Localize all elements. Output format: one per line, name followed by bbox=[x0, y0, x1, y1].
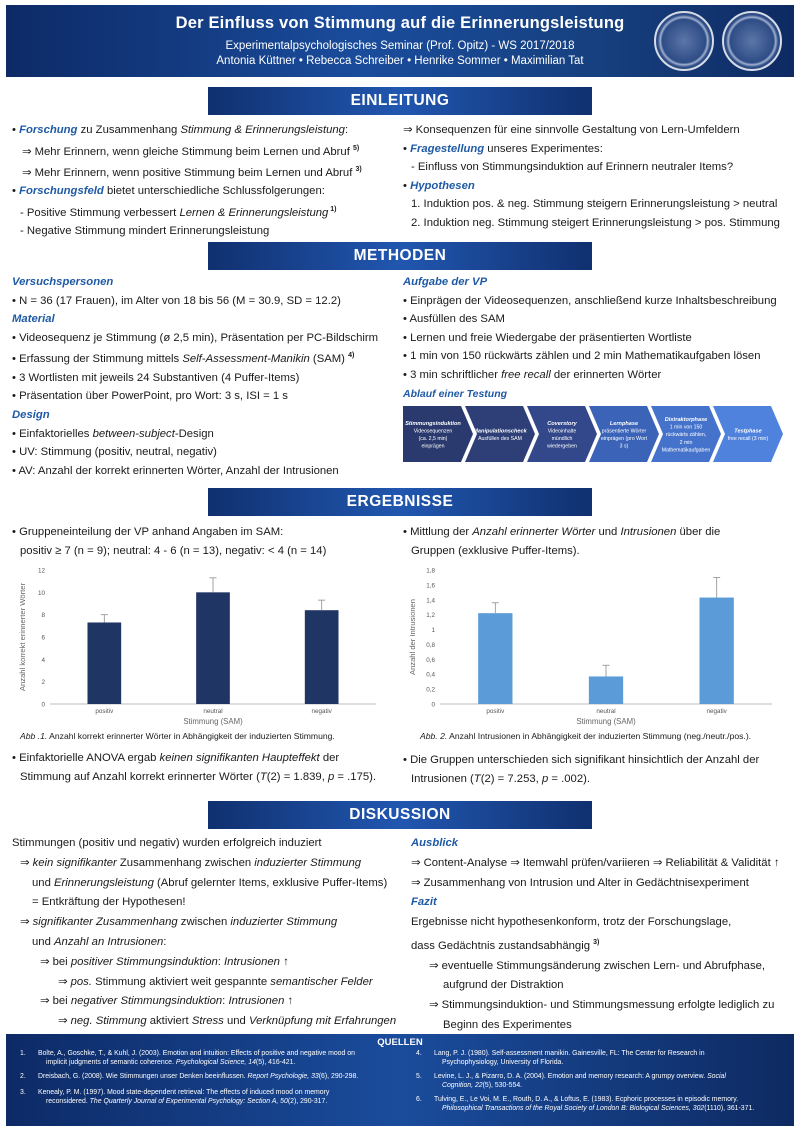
text-line: • Ausfüllen des SAM bbox=[403, 313, 505, 326]
flow-step-title: Stimmungsinduktion bbox=[405, 420, 461, 427]
text-line: • Einfaktorielle ANOVA ergab keinen signifikanten Haupteffekt der bbox=[12, 752, 340, 764]
x-axis-label: Stimmung (SAM) bbox=[576, 717, 636, 726]
bar-negativ bbox=[305, 610, 339, 704]
text-line: 1. Induktion pos. & neg. Stimmung steigern Erinnerungsleistung > neutral bbox=[411, 198, 778, 211]
y-tick-label: 12 bbox=[37, 567, 45, 575]
x-tick-label: positiv bbox=[95, 708, 114, 715]
y-tick-label: 1,2 bbox=[426, 612, 435, 620]
flow-step-text: wiedergeben bbox=[547, 443, 577, 450]
procedure-flow-diagram bbox=[403, 406, 783, 462]
x-tick-label: negativ bbox=[706, 708, 727, 715]
y-axis-label: Anzahl der Intrusionen bbox=[408, 599, 417, 675]
text-line: Ergebnisse nicht hypothesenkonform, trotz der Forschungslage, bbox=[411, 916, 732, 929]
y-tick-label: 2 bbox=[41, 679, 45, 687]
methoden-right bbox=[403, 273, 791, 403]
reference-item: 1. Bolte, A., Goschke, T., & Kuhl, J. (2003). Emotion and intuition: Effects of positive and negative mood on implicit judgments of semantic coherence. Psychological Science, 14(5), 416-421. bbox=[20, 1050, 355, 1066]
text-line: • Mittlung der Anzahl erinnerter Wörter und Intrusionen über die bbox=[403, 526, 721, 538]
reference-item: 4. Lang, P. J. (1980). Self-assessment manikin. Gainesville, FL: The Center for Research in Psychophysiology, University of Florida. bbox=[416, 1050, 705, 1066]
reference-item: 2. Dreisbach, G. (2008). Wie Stimmungen unser Denken beeinflussen. Report Psychologie, 33(6), 290-298. bbox=[20, 1073, 359, 1080]
x-tick-label: neutral bbox=[203, 708, 223, 715]
einleitung-left bbox=[12, 121, 400, 241]
y-tick-label: 6 bbox=[41, 634, 45, 642]
flow-step-text: (ca. 2,5 min) bbox=[418, 436, 448, 442]
flow-step-text: einprägen bbox=[421, 443, 445, 450]
y-tick-label: 1 bbox=[431, 627, 435, 635]
flow-step-text: 1 min von 150 bbox=[669, 424, 703, 431]
y-tick-label: 0,6 bbox=[426, 656, 435, 664]
text-line: ⇒ Stimmungsinduktion- und Stimmungsmessung erfolgte lediglich zu bbox=[429, 999, 775, 1012]
ergebnisse-right-intro bbox=[403, 523, 791, 560]
ergebnisse-left-intro bbox=[12, 523, 400, 560]
reference-item: 6. Tulving, E., Le Voi, M. E., Routh, D. A., & Loftus, E. (1983). Ecphoric processes in episodic memory. Philosophical Transactions of the Royal Society of London B: Biological Sciences, 302(1110), 361-371. bbox=[416, 1096, 755, 1112]
text-line: ⇒ neg. Stimmung aktiviert Stress und Verknüpfung mit Erfahrungen bbox=[58, 1015, 397, 1028]
text-line: ⇒ kein signifikanter Zusammenhang zwischen induzierter Stimmung bbox=[20, 856, 362, 869]
subheading: Material bbox=[12, 313, 55, 326]
text-line: • Präsentation über PowerPoint, pro Wort: 3 s, ISI = 1 s bbox=[12, 390, 288, 403]
flow-step-title: Distraktorphase bbox=[664, 417, 708, 423]
flow-step-text: Ausfüllen des SAM bbox=[478, 436, 522, 442]
y-tick-label: 4 bbox=[41, 656, 45, 664]
text-line: und Anzahl an Intrusionen: bbox=[32, 935, 167, 948]
text-line: ⇒ eventuelle Stimmungsänderung zwischen Lern- und Abrufphase, bbox=[429, 959, 766, 972]
text-line: positiv ≥ 7 (n = 9); neutral: 4 - 6 (n = 13), negativ: < 4 (n = 14) bbox=[20, 544, 327, 557]
text-line: ⇒ bei positiver Stimmungsinduktion: Intrusionen ↑ bbox=[40, 955, 289, 968]
flow-step-text: Mathematikaufgaben bbox=[661, 447, 711, 454]
text-line: • 1 min von 150 rückwärts zählen und 2 min Mathematikaufgaben lösen bbox=[403, 350, 761, 363]
author-list: Antonia Küttner • Rebecca Schreiber • Henrike Sommer • Maximilian Tat bbox=[216, 55, 584, 67]
reference-item: 5. Levine, L. J., & Pizarro, D. A. (2004). Emotion and memory research: A grumpy overview. Social Cognition, 22(5), 530-554. bbox=[416, 1073, 726, 1089]
figure-caption-2: Abb. 2. Anzahl Intrusionen in Abhängigkeit der induzierten Stimmung (neg./neutr./pos.). bbox=[420, 731, 752, 741]
text-line: 2. Induktion neg. Stimmung steigert Erinnerungsleistung > pos. Stimmung bbox=[411, 216, 780, 229]
subheading: Ablauf einer Testung bbox=[403, 387, 508, 400]
subheading: Versuchspersonen bbox=[12, 276, 114, 288]
x-tick-label: positiv bbox=[486, 708, 505, 715]
flow-step-text: mündlich bbox=[551, 436, 573, 442]
chart-intrusions bbox=[404, 562, 782, 728]
text-line: • Erfassung der Stimmung mittels Self-Assessment-Manikin (SAM) $^{4)}$ bbox=[12, 352, 355, 366]
section-heading-methoden: METHODEN bbox=[208, 242, 592, 270]
university-seal-icon bbox=[722, 11, 782, 71]
flow-step-text: Videoinhalte bbox=[547, 428, 577, 435]
text-line: • Einfaktorielles between-subject-Design bbox=[12, 427, 214, 440]
y-tick-label: 0 bbox=[431, 701, 435, 709]
text-line: Intrusionen (T(2) = 7.253, p = .002). bbox=[411, 772, 590, 785]
text-line: - Negative Stimmung mindert Erinnerungsleistung bbox=[20, 225, 270, 238]
bar-neutral bbox=[589, 676, 623, 704]
y-tick-label: 0,2 bbox=[426, 686, 435, 694]
y-tick-label: 8 bbox=[41, 612, 45, 620]
text-line: • Fragestellung unseres Experimentes: bbox=[403, 142, 603, 155]
flow-step-title: Manipulationscheck bbox=[473, 428, 527, 435]
bar-negativ bbox=[700, 598, 734, 704]
flow-step-title: Testphase bbox=[734, 428, 762, 435]
chart-correct-words bbox=[14, 562, 386, 728]
text-line: ⇒ signifikanter Zusammenhang zwischen induzierter Stimmung bbox=[20, 916, 338, 929]
text-line: ⇒ Mehr Erinnern, wenn positive Stimmung beim Lernen und Abruf $^{3)}$ bbox=[22, 165, 362, 179]
bar-neutral bbox=[196, 592, 230, 704]
flow-step-text: präsentierte Wörter bbox=[601, 428, 647, 435]
flow-step-title: Coverstory bbox=[547, 420, 577, 427]
flow-step-text: 3 s) bbox=[619, 443, 629, 450]
text-line: ⇒ pos. Stimmung aktiviert weit gespannte semantischer Felder bbox=[58, 975, 373, 988]
text-line: ⇒ Content-Analyse ⇒ Itemwahl prüfen/variieren ⇒ Reliabilität & Validität ↑ bbox=[411, 856, 780, 869]
seminar-subtitle: Experimentalpsychologisches Seminar (Prof. Opitz) - WS 2017/2018 bbox=[225, 40, 575, 52]
flow-step-text: einprägen (pro Wort bbox=[600, 436, 648, 442]
ergebnisse-left-result bbox=[12, 749, 400, 786]
diskussion-left bbox=[12, 834, 400, 1032]
section-heading-ergebnisse: ERGEBNISSE bbox=[208, 488, 592, 516]
flow-step-text: free recall (3 min) bbox=[727, 436, 769, 442]
section-heading-diskussion: DISKUSSION bbox=[208, 801, 592, 829]
text-line: • Forschungsfeld bietet unterschiedliche Schlussfolgerungen: bbox=[12, 185, 325, 198]
y-tick-label: 0 bbox=[41, 701, 45, 709]
x-tick-label: negativ bbox=[311, 708, 332, 715]
bar-positiv bbox=[478, 613, 512, 704]
einleitung-right bbox=[403, 121, 791, 233]
text-line: • AV: Anzahl der korrekt erinnerten Wörter, Anzahl der Intrusionen bbox=[12, 464, 339, 477]
text-line: • 3 Wortlisten mit jeweils 24 Substantiven (4 Puffer-Items) bbox=[12, 371, 300, 384]
text-line: • UV: Stimmung (positiv, neutral, negativ) bbox=[12, 446, 217, 459]
text-line: Stimmung auf Anzahl korrekt erinnerter Wörter (T(2) = 1.839, p = .175). bbox=[20, 770, 377, 783]
text-line: ⇒ Konsequenzen für eine sinnvolle Gestaltung von Lern-Umfeldern bbox=[403, 124, 740, 136]
text-line: dass Gedächtnis zustandsabhängig $^{3)}$ bbox=[411, 938, 600, 952]
subheading: Ausblick bbox=[411, 837, 459, 849]
subheading: Fazit bbox=[411, 896, 437, 909]
y-tick-label: 10 bbox=[37, 589, 45, 597]
references-box bbox=[6, 1034, 794, 1126]
y-tick-label: 1,6 bbox=[426, 582, 435, 590]
ergebnisse-right-result bbox=[403, 751, 791, 788]
subheading: Aufgabe der VP bbox=[403, 276, 488, 288]
text-line: Stimmungen (positiv und negativ) wurden erfolgreich induziert bbox=[12, 837, 322, 849]
diskussion-right bbox=[411, 834, 796, 1036]
text-line: ⇒ Zusammenhang von Intrusion und Alter in Gedächtnisexperiment bbox=[411, 876, 749, 889]
text-line: • Hypothesen bbox=[403, 179, 475, 192]
reference-item: 3. Kenealy, P. M. (1997). Mood state-dependent retrieval: The effects of induced mood on memory reconsidered. The Quarterly Journal of Experimental Psychology: Section A, 50(2), 290-317. bbox=[20, 1089, 330, 1105]
text-line: ⇒ Mehr Erinnern, wenn gleiche Stimmung beim Lernen und Abruf $^{5)}$ bbox=[22, 144, 360, 158]
text-line: - Einfluss von Stimmungsinduktion auf Erinnern neutraler Items? bbox=[411, 161, 734, 174]
flow-step-text: 2 min bbox=[679, 439, 693, 446]
poster-header bbox=[6, 5, 794, 77]
poster-title: Der Einfluss von Stimmung auf die Erinnerungsleistung bbox=[175, 14, 625, 32]
x-tick-label: neutral bbox=[596, 708, 616, 715]
references-title: QUELLEN bbox=[377, 1037, 423, 1048]
text-line: • Lernen und freie Wiedergabe der präsentierten Wortliste bbox=[403, 331, 692, 344]
y-tick-label: 1,4 bbox=[426, 597, 435, 605]
text-line: • Forschung zu Zusammenhang Stimmung & Erinnerungsleistung: bbox=[12, 124, 349, 136]
text-line: • Einprägen der Videosequenzen, anschließend kurze Inhaltsbeschreibung bbox=[403, 294, 777, 307]
text-line: • N = 36 (17 Frauen), im Alter von 18 bis 56 (M = 30.9, SD = 12.2) bbox=[12, 294, 341, 307]
bar-positiv bbox=[87, 622, 121, 704]
text-line: • Die Gruppen unterschieden sich signifikant hinsichtlich der Anzahl der bbox=[403, 754, 760, 766]
flow-step-title: Lernphase bbox=[609, 420, 639, 427]
text-line: • 3 min schriftlicher free recall der erinnerten Wörter bbox=[403, 368, 662, 381]
text-line: Beginn des Experimentes bbox=[443, 1018, 572, 1031]
text-line: und Erinnerungsleistung (Abruf gelernter Items, exklusive Puffer-Items) bbox=[32, 876, 388, 889]
text-line: Gruppen (exklusive Puffer-Items). bbox=[411, 544, 580, 557]
flow-step-text: rückwärts zählen, bbox=[665, 432, 707, 439]
university-seal-icon bbox=[654, 11, 714, 71]
methoden-left bbox=[12, 273, 400, 480]
y-axis-label: Anzahl korrekt erinnerter Wörter bbox=[18, 582, 27, 692]
text-line: - Positive Stimmung verbessert Lernen & Erinnerungsleistung $^{1)}$ bbox=[20, 205, 337, 219]
text-line: • Gruppeneinteilung der VP anhand Angaben im SAM: bbox=[12, 526, 284, 538]
section-heading-einleitung: EINLEITUNG bbox=[208, 87, 592, 115]
text-line: = Entkräftung der Hypothesen! bbox=[32, 896, 186, 909]
x-axis-label: Stimmung (SAM) bbox=[183, 717, 243, 726]
y-tick-label: 0,8 bbox=[426, 641, 435, 649]
subheading: Design bbox=[12, 408, 50, 421]
y-tick-label: 0,4 bbox=[426, 671, 435, 679]
text-line: • Videosequenz je Stimmung (ø 2,5 min), Präsentation per PC-Bildschirm bbox=[12, 331, 379, 344]
figure-caption-1: Abb .1. Anzahl korrekt erinnerter Wörter in Abhängigkeit der induzierten Stimmung. bbox=[20, 731, 335, 741]
text-line: ⇒ bei negativer Stimmungsinduktion: Intrusionen ↑ bbox=[40, 995, 294, 1008]
y-tick-label: 1,8 bbox=[426, 567, 435, 575]
text-line: aufgrund der Distraktion bbox=[443, 979, 564, 992]
flow-step-text: Videosequenzen bbox=[413, 428, 453, 435]
